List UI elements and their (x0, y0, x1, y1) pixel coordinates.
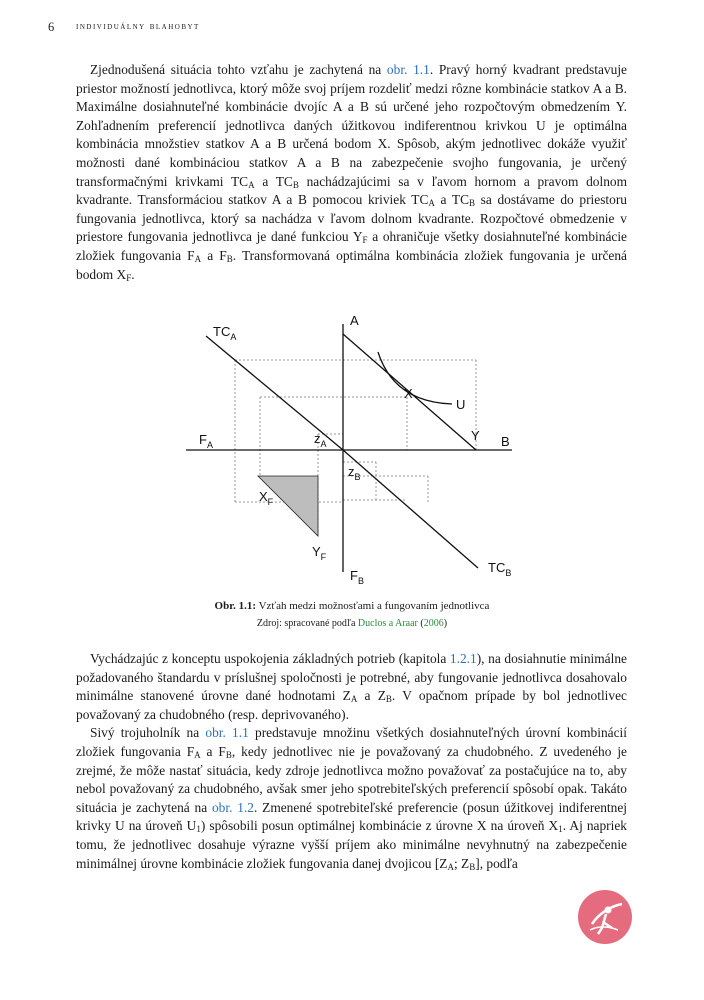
paragraph-intro: Zjednodušená situácia tohto vzťahu je zachytená na obr. 1.1. Pravý horný kvadrant predstavuje priestor možností jednotlivca, ktorý môže svoj príjem rozdeliť medzi rôzne kombinácie statkov A a B. Maximálne dosiahnuteľné kombinácie dvojíc A a B sú určené jeho rozpočtovým obmedzením Y. Zohľadnením preferencií jednotlivca daných úžitkovou indiferentnou krivkou U je optimálna kombinácia množstiev statkov A a B určená bodom X. Spôsob, akým jednotlivec dokáže využiť možnosti dané kombináciou statkov A a B na zabezpečenie svojho fungovania, je určený transformačnými krivkami $TC_A$ a $TC_B$ nachádzajúcimi sa v ľavom hornom a pravom dolnom kvadrante. Transformáciou statkov A a B pomocou kriviek $TC_A$ a $TC_B$ sa dostávame do priestoru fungovania jednotlivca, ktorý sa nachádza v ľavom dolnom kvadrante. Rozpočtové obmedzenie v priestore fungovania jednotlivca je dané funkciou $Y_F$ a ohraničuje všetky dosiahnuteľné kombinácie zložiek fungovania $F_A$ a $F_B$. Transformovaná optimálna kombinácia zložiek fungovania je určená bodom $X_F$. (76, 62, 627, 283)
figure-diagram (0, 310, 704, 600)
running-title: individuálny blahobyt (76, 21, 200, 32)
label-fb: $F_B$ (350, 568, 364, 586)
guide-lines (235, 360, 476, 536)
label-tcb: $TC_B$ (488, 560, 512, 578)
page-number: 6 (48, 20, 55, 34)
label-yf: $Y_F$ (312, 544, 327, 562)
label-b: B (501, 434, 510, 449)
publisher-logo (578, 890, 632, 944)
label-u: U (456, 397, 466, 412)
paragraph-triangle: Sivý trojuholník na obr. 1.1 predstavuje množinu všetkých dosiahnuteľných úrovní kombinácií zložiek fungovania $F_A$ a $F_B$, kedy jednotlivec nie je považovaný za chudobného. Z uvedeného je zrejmé, že môže nastať situácia, kedy zdroje jednotlivca možno považovať za postačujúce na to, aby nebol považovaný za chudobného, avšak smer jeho spotrebiteľských preferencií spôsobí opak. Takáto situácia je zachytená na obr. 1.2. Zmenené spotrebiteľské preferencie (posun úžitkovej indiferentnej krivky U na úroveň $U_1$) spôsobili posun optimálnej kombinácie z úrovne X na úroveň $X_1$. Aj napriek tomu, že jednotlivec dosahuje výrazne vyšší príjem ako minimálne nevyhnutný na zabezpečenie minimálnej úrovne kombinácie zložiek fungovania danej dvojicou [$Z_A$; $Z_B$], podľa (76, 725, 627, 872)
label-tca: $TC_A$ (213, 324, 237, 342)
label-fa: $F_A$ (199, 432, 213, 450)
label-zb: $z_B$ (348, 464, 361, 482)
label-a: A (350, 313, 359, 328)
label-xf: $X_F$ (259, 489, 274, 507)
paragraph-minimum: Vychádzajúc z konceptu uspokojenia základných potrieb (kapitola 1.2.1), na dosiahnutie minimálne požadovaného štandardu v príslušnej spoločnosti je potrebné, aby fungovanie jednotlivca dosahovalo minimálne stanovené úrovne dané hodnotami $Z_A$ a $Z_B$. V opačnom prípade by bol jednotlivec považovaný za chudobného (resp. deprivovaného). (76, 651, 627, 722)
figure-caption (0, 598, 704, 632)
curve-tca (206, 336, 343, 450)
running-header (40, 20, 664, 34)
curve-tcb (343, 450, 478, 568)
caption-label: Obr. 1.1: (214, 600, 257, 612)
label-x: X (404, 386, 413, 401)
label-za: $z_A$ (314, 431, 327, 449)
body-text (76, 650, 627, 873)
label-y: Y (471, 428, 480, 443)
caption-text: Vzťah medzi možnosťami a fungovaním jednotlivca (258, 600, 490, 612)
caption-source: Zdroj: spracované podľa Duclos a Araar (2006) (256, 618, 448, 629)
